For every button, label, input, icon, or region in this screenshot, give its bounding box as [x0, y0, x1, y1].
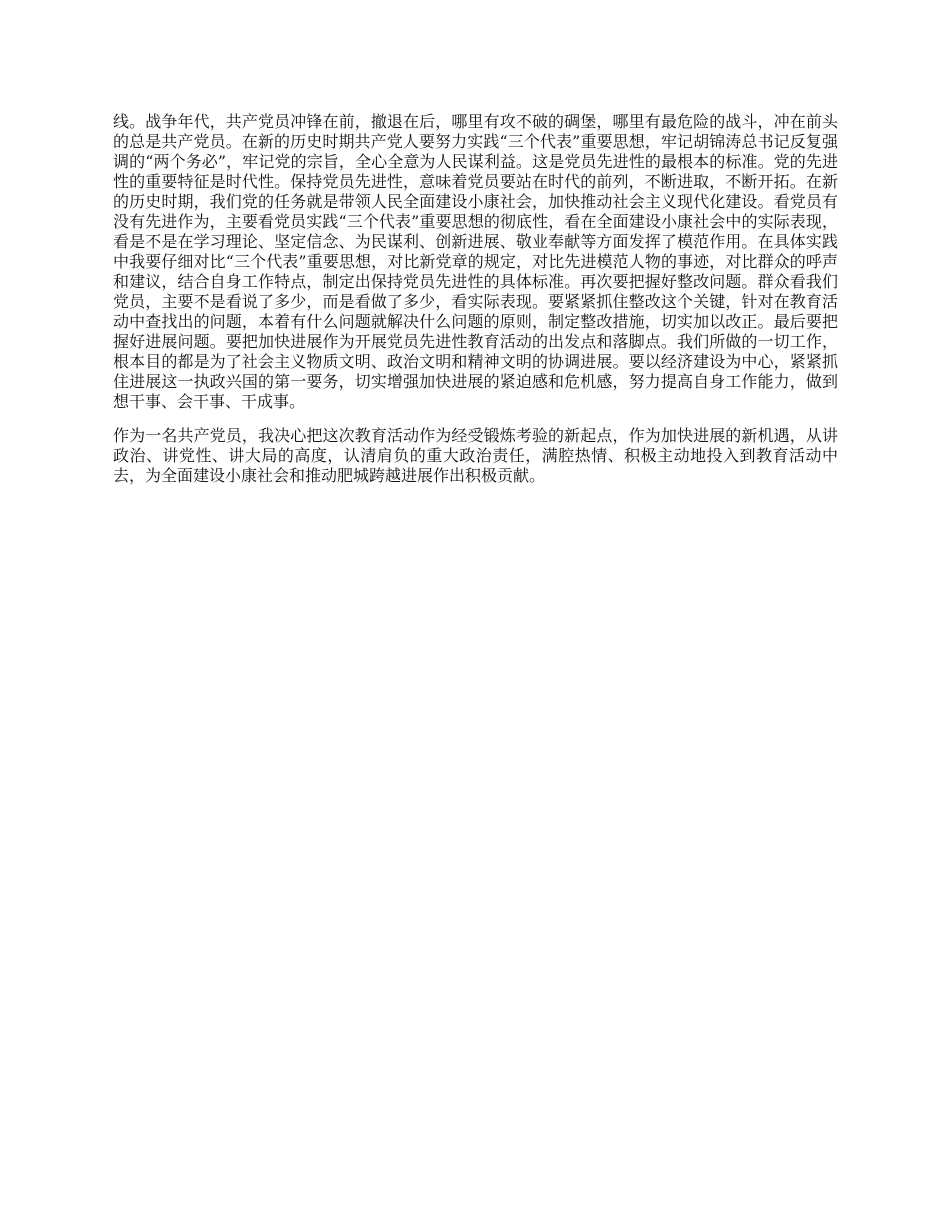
paragraph-2: 作为一名共产党员，我决心把这次教育活动作为经受锻炼考验的新起点，作为加快进展的新机遇，从讲政治、讲党性、讲大局的高度，认清肩负的重大政治责任，满腔热情、积极主动地投入到教育活动中去，为全面建设小康社会和推动肥城跨越进展作出积极贡献。 — [113, 426, 838, 485]
document-body — [113, 112, 838, 486]
paragraph-1: 线。战争年代，共产党员冲锋在前，撤退在后，哪里有攻不破的碉堡，哪里有最危险的战斗，冲在前头的总是共产党员。在新的历史时期共产党人要努力实践“三个代表”重要思想，牢记胡锦涛总书记反复强调的“两个务必”，牢记党的宗旨，全心全意为人民谋利益。这是党员先进性的最根本的标准。党的先进性的重要特征是时代性。保持党员先进性，意味着党员要站在时代的前列，不断进取，不断开拓。在新的历史时期，我们党的任务就是带领人民全面建设小康社会，加快推动社会主义现代化建设。看党员有没有先进作为，主要看党员实践“三个代表”重要思想的彻底性，看在全面建设小康社会中的实际表现，看是不是在学习理论、坚定信念、为民谋利、创新进展、敬业奉献等方面发挥了模范作用。在具体实践中我要仔细对比“三个代表”重要思想，对比新党章的规定，对比先进模范人物的事迹，对比群众的呼声和建议，结合自身工作特点，制定出保持党员先进性的具体标准。再次要把握好整改问题。群众看我们党员，主要不是看说了多少，而是看做了多少，看实际表现。要紧紧抓住整改这个关键，针对在教育活动中查找出的问题，本着有什么问题就解决什么问题的原则，制定整改措施，切实加以改正。最后要把握好进展问题。要把加快进展作为开展党员先进性教育活动的出发点和落脚点。我们所做的一切工作，根本目的都是为了社会主义物质文明、政治文明和精神文明的协调进展。要以经济建设为中心，紧紧抓住进展这一执政兴国的第一要务，切实增强加快进展的紧迫感和危机感，努力提高自身工作能力，做到想干事、会干事、干成事。 — [113, 112, 838, 411]
